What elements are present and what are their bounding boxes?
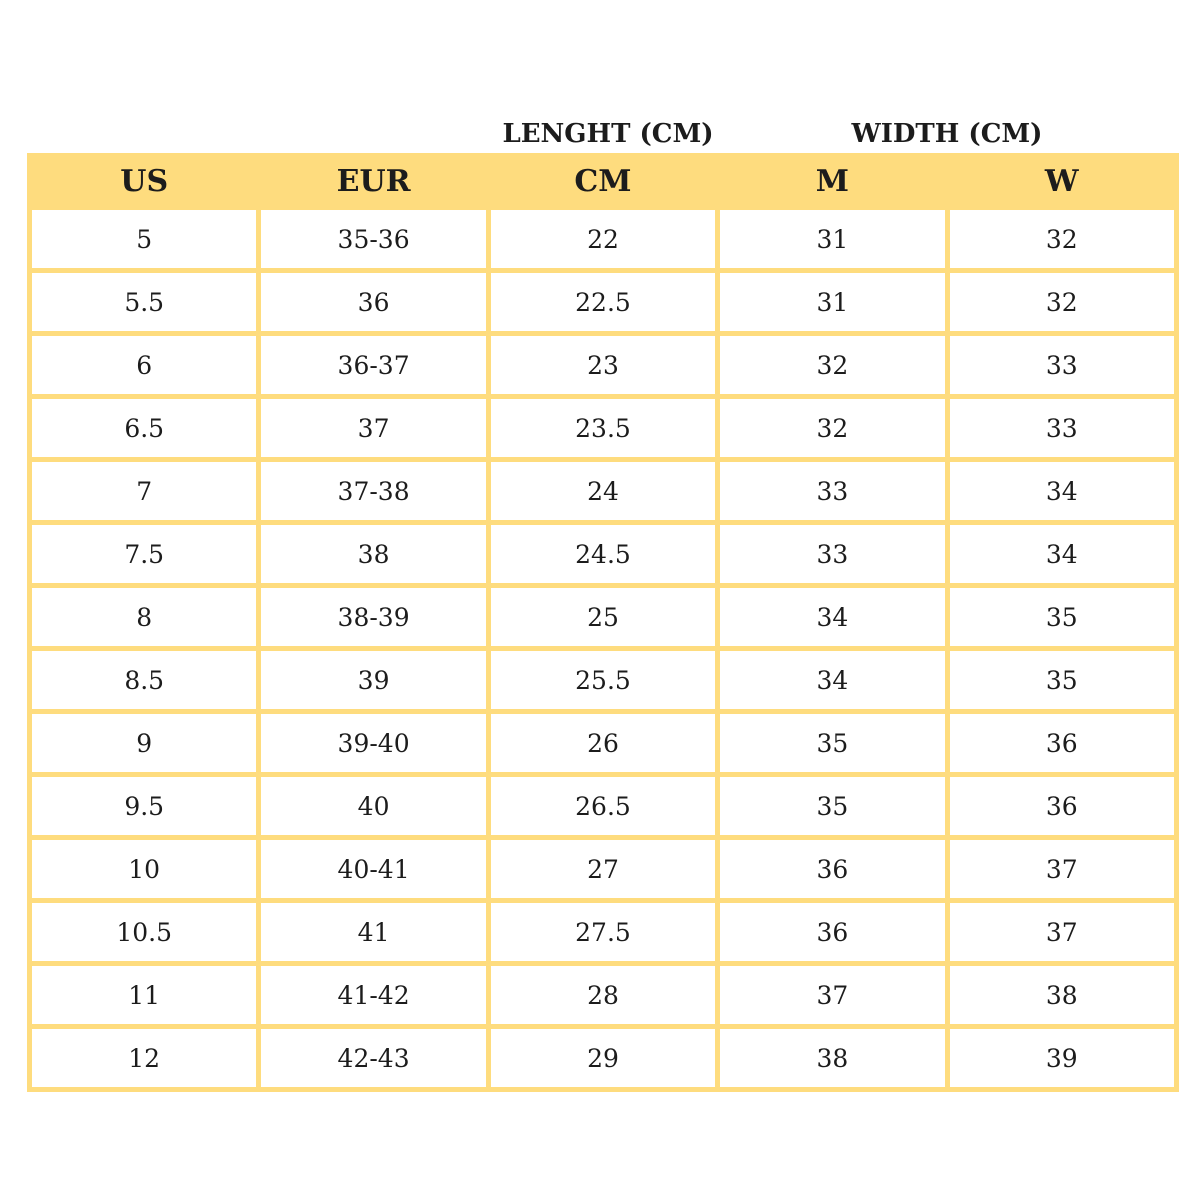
cell-m: 38 [720, 1029, 944, 1087]
cell-us: 10.5 [32, 903, 256, 961]
cell-w: 38 [950, 966, 1174, 1024]
cell-w: 32 [950, 210, 1174, 268]
cell-eur: 41 [261, 903, 485, 961]
cell-eur: 38 [261, 525, 485, 583]
cell-cm: 22 [491, 210, 715, 268]
cell-cm: 29 [491, 1029, 715, 1087]
cell-cm: 27.5 [491, 903, 715, 961]
cell-w: 37 [950, 840, 1174, 898]
table-row [32, 588, 1174, 646]
cell-m: 32 [720, 336, 944, 394]
cell-us: 5.5 [32, 273, 256, 331]
cell-w: 36 [950, 714, 1174, 772]
cell-w: 36 [950, 777, 1174, 835]
table-row [32, 525, 1174, 583]
cell-m: 36 [720, 840, 944, 898]
cell-us: 12 [32, 1029, 256, 1087]
column-header-eur: EUR [261, 158, 485, 205]
cell-us: 6 [32, 336, 256, 394]
cell-eur: 39 [261, 651, 485, 709]
cell-eur: 40-41 [261, 840, 485, 898]
cell-eur: 37 [261, 399, 485, 457]
cell-m: 31 [720, 210, 944, 268]
cell-m: 35 [720, 714, 944, 772]
cell-us: 9 [32, 714, 256, 772]
table-row [32, 210, 1174, 268]
cell-us: 11 [32, 966, 256, 1024]
table-row [32, 651, 1174, 709]
column-header-m: M [720, 158, 944, 205]
table-row [32, 336, 1174, 394]
cell-eur: 37-38 [261, 462, 485, 520]
table-row [32, 966, 1174, 1024]
cell-eur: 41-42 [261, 966, 485, 1024]
cell-us: 8 [32, 588, 256, 646]
column-header-w: W [950, 158, 1174, 205]
header-row [32, 158, 1174, 205]
cell-w: 35 [950, 588, 1174, 646]
cell-w: 33 [950, 399, 1174, 457]
length-group-header: LENGHT (CM) [502, 119, 714, 149]
column-header-cm: CM [491, 158, 715, 205]
cell-m: 34 [720, 588, 944, 646]
cell-m: 37 [720, 966, 944, 1024]
cell-eur: 40 [261, 777, 485, 835]
cell-eur: 38-39 [261, 588, 485, 646]
cell-w: 34 [950, 525, 1174, 583]
table-row [32, 399, 1174, 457]
cell-m: 34 [720, 651, 944, 709]
cell-us: 7.5 [32, 525, 256, 583]
cell-cm: 25.5 [491, 651, 715, 709]
cell-m: 36 [720, 903, 944, 961]
cell-w: 34 [950, 462, 1174, 520]
cell-cm: 27 [491, 840, 715, 898]
cell-w: 33 [950, 336, 1174, 394]
width-group-header: WIDTH (CM) [851, 119, 1043, 149]
cell-cm: 24 [491, 462, 715, 520]
table-row [32, 1029, 1174, 1087]
cell-eur: 35-36 [261, 210, 485, 268]
table-row [32, 777, 1174, 835]
table-row [32, 903, 1174, 961]
cell-us: 10 [32, 840, 256, 898]
cell-m: 32 [720, 399, 944, 457]
table-row [32, 714, 1174, 772]
table-row [32, 840, 1174, 898]
cell-eur: 36-37 [261, 336, 485, 394]
cell-w: 39 [950, 1029, 1174, 1087]
cell-w: 32 [950, 273, 1174, 331]
cell-cm: 26.5 [491, 777, 715, 835]
cell-us: 5 [32, 210, 256, 268]
cell-eur: 42-43 [261, 1029, 485, 1087]
cell-m: 33 [720, 525, 944, 583]
cell-us: 6.5 [32, 399, 256, 457]
cell-eur: 39-40 [261, 714, 485, 772]
cell-us: 8.5 [32, 651, 256, 709]
cell-cm: 23.5 [491, 399, 715, 457]
cell-cm: 28 [491, 966, 715, 1024]
cell-us: 9.5 [32, 777, 256, 835]
cell-w: 35 [950, 651, 1174, 709]
table-row [32, 273, 1174, 331]
cell-m: 33 [720, 462, 944, 520]
table-row [32, 462, 1174, 520]
cell-w: 37 [950, 903, 1174, 961]
cell-cm: 24.5 [491, 525, 715, 583]
cell-m: 35 [720, 777, 944, 835]
cell-us: 7 [32, 462, 256, 520]
cell-cm: 22.5 [491, 273, 715, 331]
cell-cm: 25 [491, 588, 715, 646]
cell-eur: 36 [261, 273, 485, 331]
cell-cm: 23 [491, 336, 715, 394]
cell-m: 31 [720, 273, 944, 331]
column-header-us: US [32, 158, 256, 205]
size-chart-table [27, 153, 1179, 1092]
cell-cm: 26 [491, 714, 715, 772]
